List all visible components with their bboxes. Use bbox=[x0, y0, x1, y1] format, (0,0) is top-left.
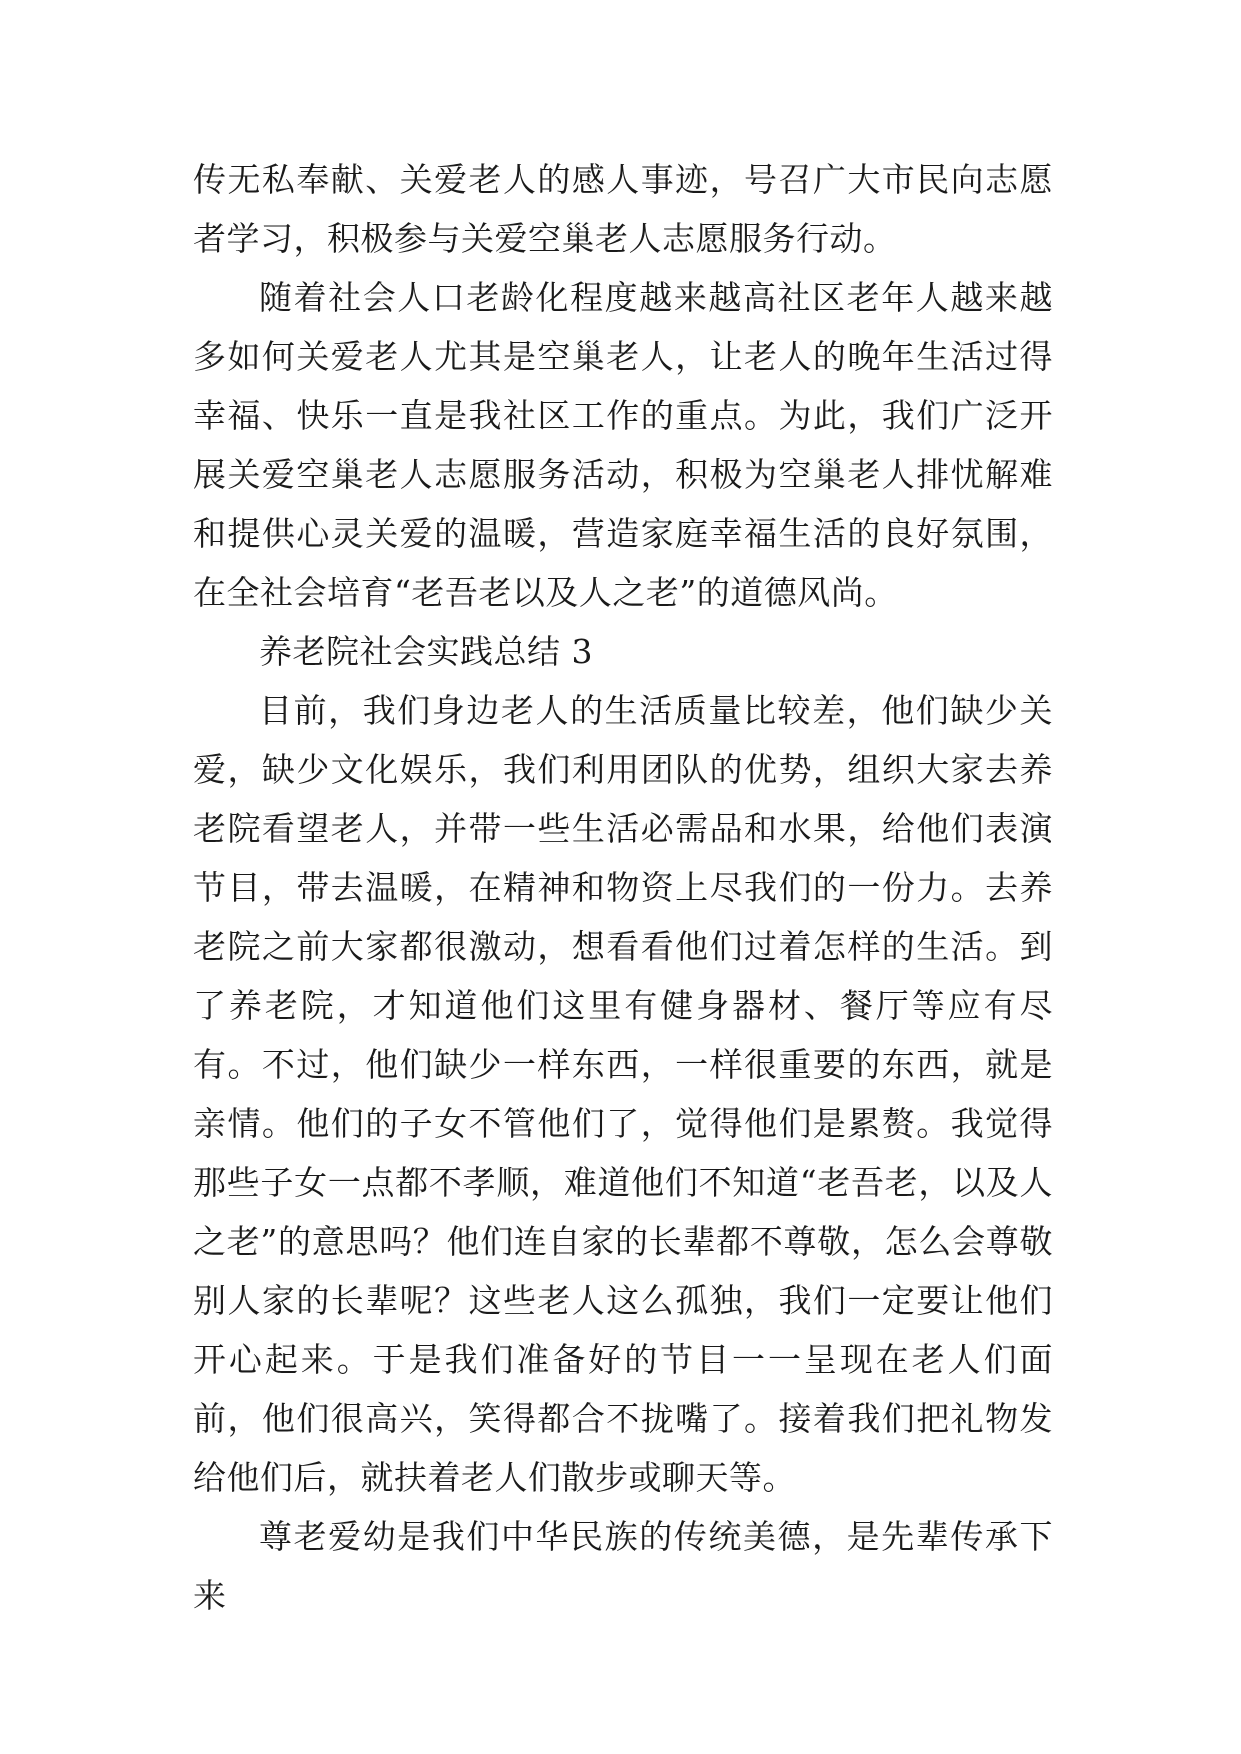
paragraph-visit: 目前，我们身边老人的生活质量比较差，他们缺少关爱，缺少文化娱乐，我们利用团队的优势，组织大家去养老院看望老人，并带一些生活必需品和水果，给他们表演节目，带去温暖，在精神和物资上尽我们的一份力。去养老院之前大家都很激动，想看看他们过着怎样的生活。到了养老院，才知道他们这里有健身器材、餐厅等应有尽有。不过，他们缺少一样东西，一样很重要的东西，就是亲情。他们的子女不管他们了，觉得他们是累赘。我觉得那些子女一点都不孝顺，难道他们不知道“老吾老，以及人之老”的意思吗？他们连自家的长辈都不尊敬，怎么会尊敬别人家的长辈呢？这些老人这么孤独，我们一定要让他们开心起来。于是我们准备好的节目一一呈现在老人们面前，他们很高兴，笑得都合不拢嘴了。接着我们把礼物发给他们后，就扶着老人们散步或聊天等。 bbox=[193, 691, 1053, 1497]
paragraph-community: 随着社会人口老龄化程度越来越高社区老年人越来越多如何关爱老人尤其是空巢老人，让老人的晚年生活过得幸福、快乐一直是我社区工作的重点。为此，我们广泛开展关爱空巢老人志愿服务活动，积极为空巢老人排忧解难和提供心灵关爱的温暖，营造家庭幸福生活的良好氛围，在全社会培育“老吾老以及人之老”的道德风尚。 bbox=[193, 278, 1053, 612]
paragraph-tradition: 尊老爱幼是我们中华民族的传统美德，是先辈传承下来 bbox=[193, 1517, 1053, 1615]
paragraph-continuation: 传无私奉献、关爱老人的感人事迹，号召广大市民向志愿者学习，积极参与关爱空巢老人志愿服务行动。 bbox=[193, 160, 1053, 258]
text-column bbox=[193, 150, 1053, 1625]
section-heading: 养老院社会实践总结 3 bbox=[259, 632, 593, 671]
